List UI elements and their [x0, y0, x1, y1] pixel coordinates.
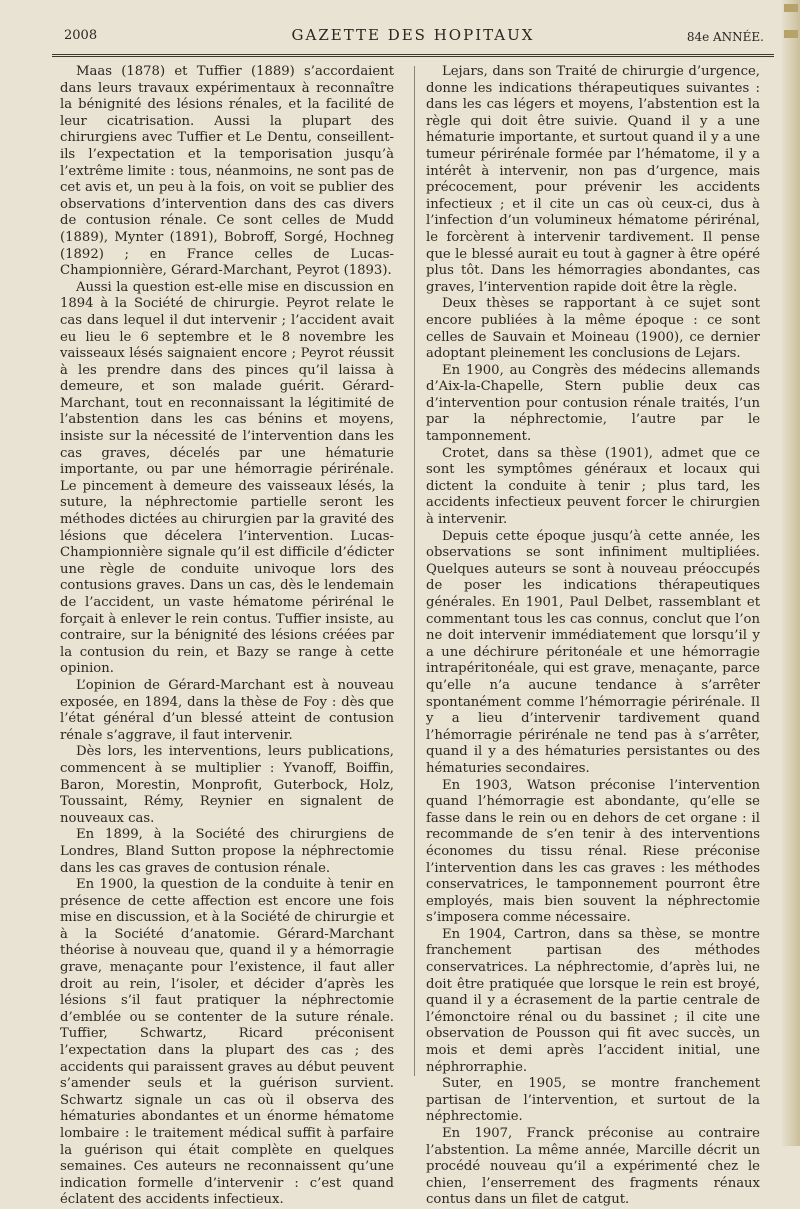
- paragraph: Crotet, dans sa thèse (1901), admet que ce sont les symptômes généraux et locaux qui dictent la conduite à tenir ; plus tard, les accidents infectieux peuvent forcer le chirurgien à intervenir.: [426, 445, 760, 528]
- paragraph: En 1904, Cartron, dans sa thèse, se montre franchement partisan des méthodes conservatrices. La néphrectomie, d’après lui, ne doit être pratiquée que lorsque le rein est broyé, quand il y a écrasement de la partie centrale de l’émonctoire rénal ou du bassinet ; il cite une observation de Pousson qui fit avec succès, un mois et demi après l’accident initial, une néphrorraphie.: [426, 926, 760, 1075]
- paragraph: En 1903, Watson préconise l’intervention quand l’hémorragie est abondante, qu’elle se fasse dans le rein ou en dehors de cet organe : il recommande de s’en tenir à des interventions économes du tissu rénal. Riese préconise l’intervention dans les cas graves : les méthodes conservatrices, le tamponnement pourront être employés, mais bien souvent la néphrectomie s’imposera comme nécessaire.: [426, 777, 760, 926]
- paragraph: En 1899, à la Société des chirurgiens de Londres, Bland Sutton propose la néphrectomie dans les cas graves de contusion rénale.: [60, 827, 394, 876]
- binding-mark: [784, 4, 798, 12]
- paragraph: Lejars, dans son Traité de chirurgie d’urgence, donne les indications thérapeutiques suivantes : dans les cas légers et moyens, l’abstention est la règle qui doit être suivie. Quand il y a une hématurie importante, et surtout quand il y a une tumeur périrénale formée par l’hématome, il y a intérêt à intervenir, non pas d’urgence, mais précocement, pour prévenir les accidents infectieux ; et il cite un cas où ceux-ci, dus à l’infection d’un volumineux hématome périrénal, le forcèrent à intervenir tardivement. Il pense que le blessé aurait eu tout à gagner à être opéré plus tôt. Dans les hémorragies abondantes, cas graves, l’intervention rapide doit être la règle.: [426, 64, 760, 295]
- page-header: [52, 20, 774, 57]
- journal-title: GAZETTE DES HOPITAUX: [291, 26, 535, 44]
- left-column: [60, 64, 394, 1209]
- paragraph: Depuis cette époque jusqu’à cette année, les observations se sont infiniment multipliées. Quelques auteurs se sont à nouveau préoccupés de poser les indications thérapeutiques générales. En 1901, Paul Delbet, rassemblant et commentant tous les cas connus, conclut que l’on ne doit intervenir immédiatement que lorsqu’il y a une déchirure péritonéale et une hémorragie intrapéritonéale, qui est grave, menaçante, parce qu’elle n’a aucune tendance à s’arrêter spontanément comme l’hémorragie périrénale. Il y a lieu d’intervenir tardivement quand l’hémorragie périrénale ne tend pas à s’arrêter, quand il y a des hématuries persistantes ou des hématuries secondaires.: [426, 528, 760, 776]
- page-number: 2008: [64, 28, 98, 43]
- volume-year: 84e ANNÉE.: [686, 30, 764, 44]
- paragraph: L’opinion de Gérard-Marchant est à nouveau exposée, en 1894, dans la thèse de Foy : dès que l’état général d’un blessé atteint de contusion rénale s’aggrave, il faut intervenir.: [60, 677, 394, 743]
- paragraph: Dès lors, les interventions, leurs publications, commencent à se multiplier : Yvanoff, Boiffin, Baron, Morestin, Monprofit, Guterbock, Holz, Toussaint, Rémy, Reynier en signalent de nouveaux cas.: [60, 744, 394, 826]
- page-edge: [782, 0, 800, 1146]
- binding-mark: [784, 30, 798, 38]
- paragraph: Deux thèses se rapportant à ce sujet sont encore publiées à la même époque : ce sont celles de Sauvain et Moineau (1900), ce dernier adoptant pleinement les conclusions de Lejars.: [426, 296, 760, 362]
- paragraph: Aussi la question est-elle mise en discussion en 1894 à la Société de chirurgie. Peyrot relate le cas dans lequel il dut intervenir ; l’accident avait eu lieu le 6 septembre et le 8 novembre les vaisseaux lésés saignaient encore ; Peyrot réussit à les prendre dans des pinces qu’il laissa à demeure, et son malade guérit. Gérard-Marchant, tout en reconnaissant la légitimité de l’abstention dans les cas bénins et moyens, insiste sur la nécessité de l’intervention dans les cas graves, décelés par une hématurie importante, ou par une hémorragie périrénale. Le pincement à demeure des vaisseaux lésés, la suture, la néphrectomie partielle seront les méthodes dictées au chirurgien par la gravité des lésions que décelera l’intervention. Lucas-Championnière signale qu’il est difficile d’édicter une règle de conduite univoque lors des contusions graves. Dans un cas, dès le lendemain de l’accident, un vaste hématome périrénal le forçait à enlever le rein contus. Tuffier insiste, au contraire, sur la bénignité des lésions créées par la contusion du rein, et Bazy se range à cette opinion.: [60, 279, 394, 677]
- paragraph: Suter, en 1905, se montre franchement partisan de l’intervention, et surtout de la néphrectomie.: [426, 1076, 760, 1125]
- paragraph: En 1907, Franck préconise au contraire l’abstention. La même année, Marcille décrit un procédé nouveau qu’il a expérimenté chez le chien, l’enserrement des fragments rénaux contus dans un filet de catgut.: [426, 1126, 760, 1208]
- paragraph: En 1900, la question de la conduite à tenir en présence de cette affection est encore une fois mise en discussion, et à la Société de chirurgie et à la Société d’anatomie. Gérard-Marchant théorise à nouveau que, quand il y a hémorragie grave, menaçante pour l’existence, il faut aller droit au rein, l’isoler, et décider d’après les lésions s’il faut pratiquer la néphrectomie d’emblée ou se contenter de la suture rénale. Tuffier, Schwartz, Ricard préconisent l’expectation dans la plupart des cas ; des accidents qui paraissent graves au début peuvent s’amender seuls et la guérison survient. Schwartz signale un cas où il observa des hématuries abondantes et un énorme hématome lombaire : le traitement médical suffit à parfaire la guérison qui était complète en quelques semaines. Ces auteurs ne reconnaissent qu’une indication formelle d’intervenir : c’est quand éclatent des accidents infectieux.: [60, 877, 394, 1208]
- paragraph: Maas (1878) et Tuffier (1889) s’accordaient dans leurs travaux expérimentaux à reconnaître la bénignité des lésions rénales, et la facilité de leur cicatrisation. Aussi la plupart des chirurgiens avec Tuffier et Le Dentu, conseillent-ils l’expectation et la temporisation jusqu’à l’extrême limite : tous, néanmoins, ne sont pas de cet avis et, un peu à la fois, on voit se publier des observations d’intervention dans des cas divers de contusion rénale. Ce sont celles de Mudd (1889), Mynter (1891), Bobroff, Sorgé, Hochneg (1892) ; en France celles de Lucas-Championnière, Gérard-Marchant, Peyrot (1893).: [60, 64, 394, 279]
- paragraph: En 1900, au Congrès des médecins allemands d’Aix-la-Chapelle, Stern publie deux cas d’intervention pour contusion rénale traités, l’un par la néphrectomie, l’autre par le tamponnement.: [426, 362, 760, 445]
- right-column: [426, 64, 760, 1209]
- column-divider: [414, 66, 415, 1076]
